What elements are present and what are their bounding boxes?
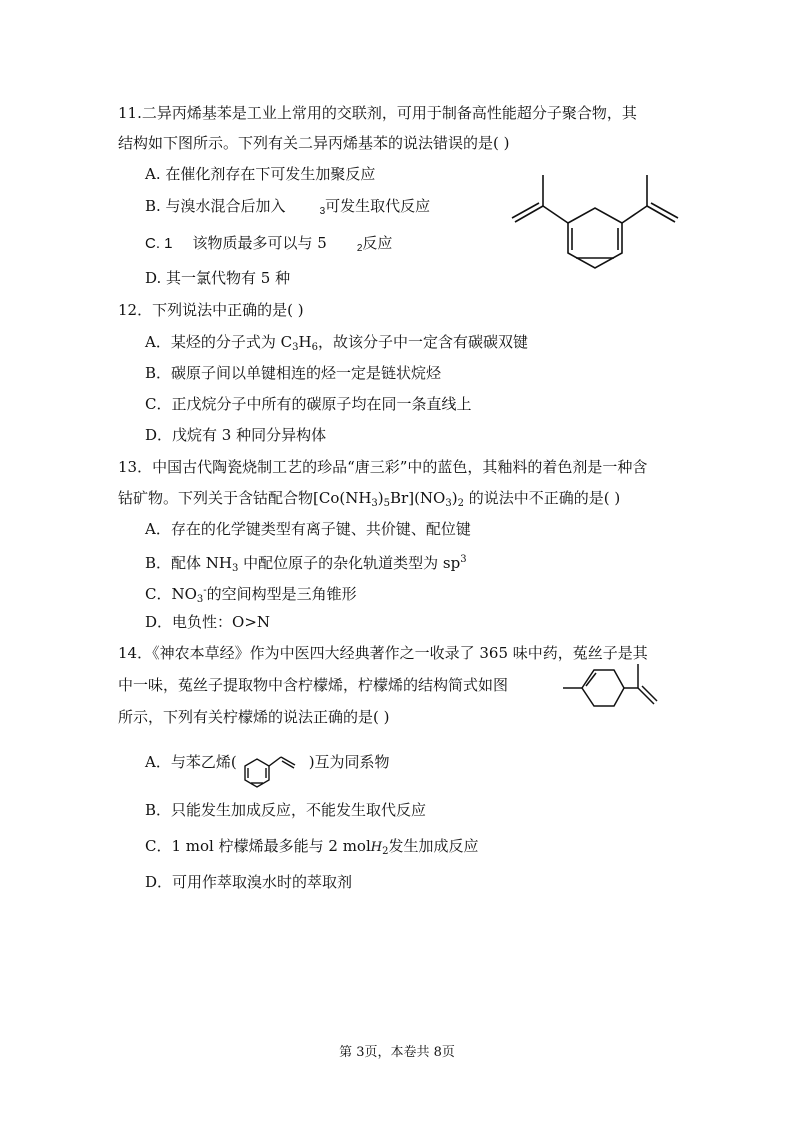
q11-stem-line2: 结构如下图所示。下列有关二异丙烯基苯的说法错误的是( )	[118, 134, 510, 152]
q14-option-d: D．可用作萃取溴水时的萃取剂	[145, 873, 353, 891]
q13-option-b	[145, 550, 467, 579]
q11-option-d: D. 其一氯代物有 5 种	[145, 269, 291, 287]
q13-line2-post: 的说法中不正确的是( )	[463, 489, 621, 507]
q14-option-a	[145, 752, 390, 772]
q11-option-b	[145, 196, 430, 222]
q11-option-b-sub: 3	[319, 206, 326, 217]
q14-option-c-h: H	[370, 840, 383, 855]
q12-option-a-post: ，故该分子中一定含有碳碳双键	[317, 333, 528, 351]
q11-option-c	[145, 233, 392, 259]
q13-option-b-sub: 3	[232, 563, 239, 574]
q13-stem-line1: 13．中国古代陶瓷烧制工艺的珍品“唐三彩”中的蓝色，其釉料的着色剂是一种含	[118, 458, 648, 476]
q13-line2-m2: Br](NO	[390, 489, 446, 507]
q12-option-d: D．戊烷有 3 种同分异构体	[145, 426, 327, 444]
q12-option-a-pre: A．某烃的分子式为 C	[145, 333, 293, 351]
q14-option-a-pre: A．与苯乙烯(	[145, 753, 237, 771]
q14-option-b: B．只能发生加成反应，不能发生取代反应	[145, 801, 427, 819]
q13-line2-sub1: 3	[371, 498, 378, 509]
styrene-structure	[237, 753, 309, 793]
q13-line2-pre: 钴矿物。下列关于含钴配合物[Co(NH	[118, 489, 372, 507]
q13-option-c-post: 的空间构型是三角锥形	[206, 585, 357, 603]
page-footer: 第 3页，本卷共 8页	[339, 1045, 455, 1060]
q14-option-a-post: )互为同系物	[308, 753, 390, 771]
q13-option-c	[145, 581, 357, 610]
q12-option-a-sub1: 3	[292, 342, 299, 353]
q13-option-c-pre: C．NO	[145, 585, 197, 603]
q13-option-d: D．电负性：O>N	[145, 613, 271, 631]
q13-line2-sub2: 5	[383, 498, 391, 509]
diisopropenylbenzene-structure	[505, 170, 705, 270]
q13-option-c-sub: 3	[196, 594, 204, 605]
q12-option-c: C．正戊烷分子中所有的碳原子均在同一条直线上	[145, 395, 472, 413]
q12-stem: 12．下列说法中正确的是( )	[118, 301, 304, 319]
q11-option-c-mid: 该物质最多可以与 5	[192, 234, 327, 252]
q14-stem-line1: 14．《神农本草经》作为中医四大经典著作之一收录了 365 味中药，菟丝子是其	[118, 644, 648, 662]
q13-option-a: A．存在的化学键类型有离子键、共价键、配位键	[145, 520, 471, 538]
q13-option-c-sup: -	[203, 585, 207, 596]
q14-option-c-pre: C．1 mol 柠檬烯最多能与 2 mol	[145, 837, 371, 855]
q13-line2-m3: )	[451, 489, 458, 507]
q12-option-b: B．碳原子间以单键相连的烃一定是链状烷烃	[145, 364, 442, 382]
q11-option-c-post: 反应	[362, 234, 393, 252]
q11-option-b-pre: B. 与溴水混合后加入	[145, 197, 286, 215]
q12-option-a-mid: H	[298, 333, 312, 351]
q11-option-c-sub: 2	[356, 243, 363, 254]
q13-line2-m1: )	[377, 489, 384, 507]
q11-option-c-pre: C. 1	[145, 235, 173, 252]
q14-stem-line3: 所示，下列有关柠檬烯的说法正确的是( )	[118, 708, 390, 726]
q14-option-c-sub: 2	[382, 846, 389, 857]
q13-line2-sub4: 2	[457, 498, 464, 509]
q11-stem-line1: 11.二异丙烯基苯是工业上常用的交联剂，可用于制备高性能超分子聚合物，其	[118, 104, 637, 122]
q14-stem-line2: 中一味，菟丝子提取物中含柠檬烯，柠檬烯的结构简式如图	[118, 676, 509, 694]
q13-line2-sub3: 3	[445, 498, 452, 509]
q12-option-a	[145, 332, 528, 358]
q13-stem-line2	[118, 488, 620, 514]
q13-option-b-mid: 中配位原子的杂化轨道类型为 sp	[238, 554, 461, 572]
q14-option-c	[145, 836, 478, 862]
q14-option-c-post: 发生加成反应	[388, 837, 479, 855]
limonene-structure	[560, 657, 670, 713]
q11-option-a: A. 在催化剂存在下可发生加聚反应	[145, 165, 376, 183]
q11-option-b-post: 可发生取代反应	[325, 197, 431, 215]
q13-option-b-pre: B．配体 NH	[145, 554, 232, 572]
q12-option-a-sub2: 6	[311, 342, 318, 353]
q13-option-b-sup: 3	[460, 554, 467, 565]
